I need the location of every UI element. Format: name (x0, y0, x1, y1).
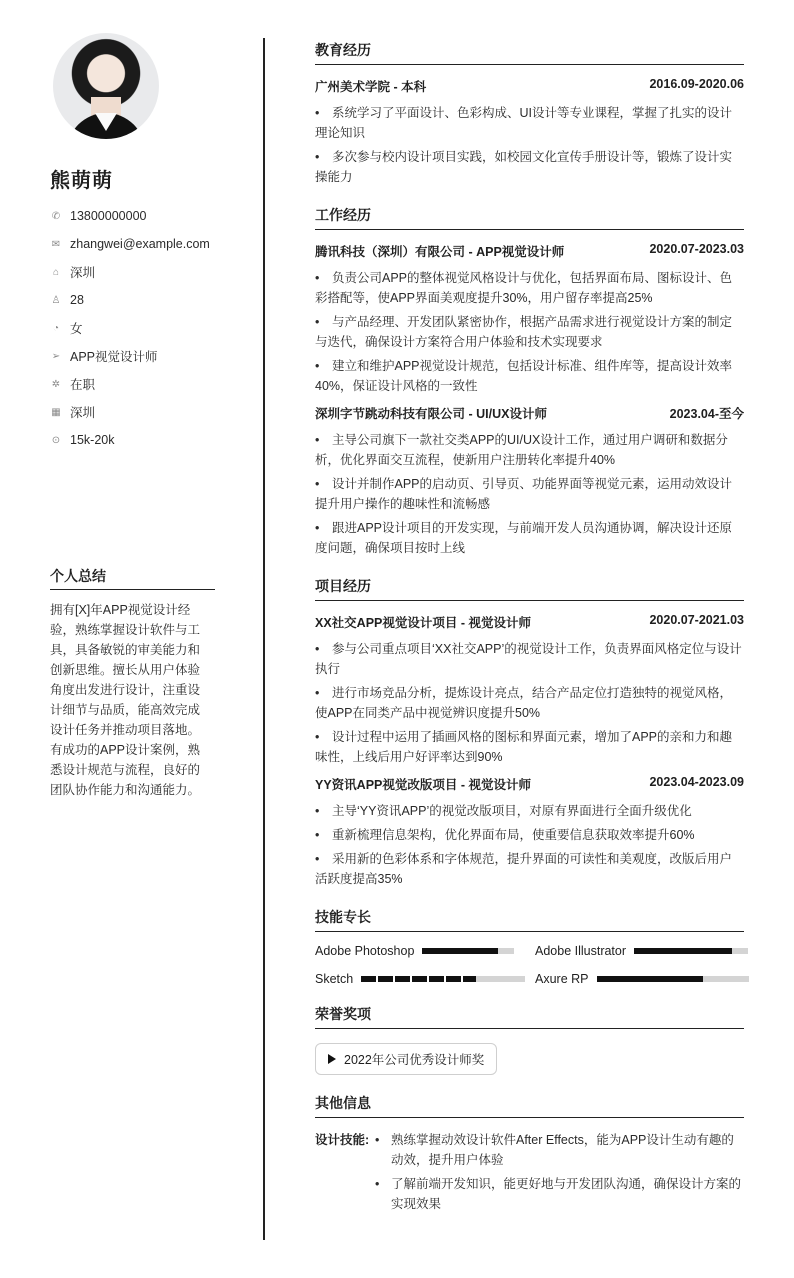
project-bullet: • 参与公司重点项目‘XX社交APP’的视觉设计工作，负责界面风格定位与设计执行 (315, 639, 744, 679)
info-text: 深圳 (70, 266, 96, 280)
project-name: XX社交APP视觉设计项目 - 视觉设计师 (315, 616, 531, 630)
job-bullet: • 与产品经理、开发团队紧密协作，根据产品需求进行视觉设计方案的制定与迭代，确保设计方案符合用户体验和技术实现要求 (315, 312, 744, 352)
project-head (315, 613, 744, 631)
job-company: 腾讯科技（深圳）有限公司 - APP视觉设计师 (315, 245, 565, 259)
project-bullets (315, 639, 744, 767)
project-date: 2023.04-2023.09 (649, 775, 744, 789)
project-bullets (315, 801, 744, 889)
info-row (50, 314, 230, 342)
education-bullet: • 多次参与校内设计项目实践，如校园文化宣传手册设计等，锻炼了设计实操能力 (315, 147, 744, 187)
job-date: 2020.07-2023.03 (649, 242, 744, 256)
education-bullet: • 系统学习了平面设计、色彩构成、UI设计等专业课程，掌握了扎实的设计理论知识 (315, 103, 744, 143)
job-bullet: • 负责公司APP的整体视觉风格设计与优化，包括界面布局、图标设计、色彩搭配等，使APP界面美观度提升30%，用户留存率提高25% (315, 268, 744, 308)
gender-icon: ◔ (52, 322, 60, 334)
job-bullet: • 跟进APP设计项目的开发实现，与前端开发人员沟通协调，解决设计还原度问题，确保项目按时上线 (315, 518, 744, 558)
skill-level-fill (634, 948, 732, 954)
avatar (53, 33, 159, 139)
summary-title: 个人总结 (50, 566, 215, 590)
info-text: 女 (70, 322, 83, 336)
info-row (50, 258, 230, 286)
award-name: 2022年公司优秀设计师奖 (344, 1053, 485, 1067)
skill-name: Axure RP (535, 972, 589, 986)
job-bullets (315, 430, 744, 558)
project-date: 2020.07-2021.03 (649, 613, 744, 627)
school-name: 广州美术学院 - 本科 (315, 80, 427, 94)
salary-icon: ⊙ (51, 434, 61, 446)
info-text: APP视觉设计师 (70, 350, 158, 364)
info-row (50, 370, 230, 398)
info-row (50, 342, 230, 370)
job-head (315, 404, 744, 422)
project-entry (315, 613, 744, 767)
skill-item (315, 944, 535, 958)
skill-item (535, 944, 755, 958)
project-title: 项目经历 (315, 576, 744, 601)
other-section (315, 1093, 744, 1218)
skill-name: Adobe Illustrator (535, 944, 627, 958)
skill-level-bar (361, 976, 525, 982)
project-name: YY资讯APP视觉改版项目 - 视觉设计师 (315, 778, 531, 792)
award-badge (315, 1043, 497, 1075)
info-text: zhangwei@example.com (70, 237, 210, 251)
info-row (50, 202, 230, 230)
job-bullet: • 建立和维护APP视觉设计规范，包括设计标准、组件库等，提高设计效率40%，保证设计风格的一致性 (315, 356, 744, 396)
skill-name: Sketch (315, 972, 354, 986)
education-title: 教育经历 (315, 40, 744, 65)
job-head (315, 242, 744, 260)
info-text: 28 (70, 293, 84, 307)
skill-level-bar (597, 976, 749, 982)
info-text: 深圳 (70, 406, 96, 420)
work-title: 工作经历 (315, 205, 744, 230)
info-row (50, 286, 230, 314)
skill-level-bar (422, 948, 514, 954)
send-icon: ➢ (51, 350, 61, 362)
job-date: 2023.04-至今 (669, 407, 744, 421)
awards-section (315, 1004, 744, 1075)
project-head (315, 775, 744, 793)
info-row (50, 426, 230, 454)
home-icon: ⌂ (52, 266, 60, 278)
other-bullet: • 了解前端开发知识，能更好地与开发团队沟通，确保设计方案的实现效果 (373, 1174, 744, 1214)
project-bullet: • 进行市场竞品分析，提炼设计亮点，结合产品定位打造独特的视觉风格，使APP在同类产品中视觉辨识度提升50% (315, 683, 744, 723)
status-icon: ✲ (51, 378, 61, 390)
building-icon: ▦ (51, 406, 61, 418)
project-bullet: • 设计过程中运用了插画风格的图标和界面元素，增加了APP的亲和力和趣味性，上线后用户好评率达到90% (315, 727, 744, 767)
info-text: 在职 (70, 378, 96, 392)
other-title: 其他信息 (315, 1093, 744, 1118)
skill-name: Adobe Photoshop (315, 944, 415, 958)
job-bullet: • 设计并制作APP的启动页、引导页、功能界面等视觉元素，运用动效设计提升用户操作的趣味性和流畅感 (315, 474, 744, 514)
job-entry (315, 242, 744, 396)
skill-item (535, 972, 755, 986)
education-entry-head (315, 77, 744, 95)
skills-section (315, 907, 744, 986)
info-text: 13800000000 (70, 209, 147, 223)
skill-level-bar (634, 948, 748, 954)
job-entry (315, 404, 744, 558)
summary-text: 拥有[X]年APP视觉设计经验，熟练掌握设计软件与工具，具备敏锐的审美能力和创新思维。擅长从用户体验角度出发进行设计，注重设计细节与品质，能高效完成设计任务并推动项目落地。有成功的APP设计案例，熟悉设计规范与流程，良好的团队协作能力和沟通能力。 (50, 603, 201, 797)
info-row (50, 230, 230, 258)
project-entry (315, 775, 744, 889)
awards-title: 荣誉奖项 (315, 1004, 744, 1029)
main-content (315, 40, 744, 1236)
other-key: 设计技能: (315, 1133, 370, 1147)
skill-item (315, 972, 535, 986)
info-text: 15k-20k (70, 433, 115, 447)
email-icon: ✉ (51, 238, 61, 250)
other-info (315, 1130, 744, 1218)
work-section (315, 205, 744, 558)
education-bullets (315, 103, 744, 187)
skill-level-fill (422, 948, 497, 954)
job-bullets (315, 268, 744, 396)
job-company: 深圳字节跳动科技有限公司 - UI/UX设计师 (315, 407, 547, 421)
skills-title: 技能专长 (315, 907, 744, 932)
other-bullet: • 熟练掌握动效设计软件After Effects，能为APP设计生动有趣的动效，提升用户体验 (373, 1130, 744, 1170)
info-row (50, 398, 230, 426)
skill-level-fill (361, 976, 476, 982)
project-bullet: • 主导‘YY资讯APP’的视觉改版项目，对原有界面进行全面升级优化 (315, 801, 744, 821)
education-date: 2016.09-2020.06 (649, 77, 744, 91)
project-bullet: • 采用新的色彩体系和字体规范，提升界面的可读性和美观度，改版后用户活跃度提高35% (315, 849, 744, 889)
job-bullet: • 主导公司旗下一款社交类APP的UI/UX设计工作，通过用户调研和数据分析，优化界面交互流程，使新用户注册转化率提升40% (315, 430, 744, 470)
project-bullet: • 重新梳理信息架构，优化界面布局，使重要信息获取效率提升60% (315, 825, 744, 845)
skill-level-fill (597, 976, 703, 982)
candidate-name: 熊萌萌 (50, 170, 113, 192)
education-section (315, 40, 744, 187)
project-section (315, 576, 744, 889)
play-icon (328, 1054, 336, 1064)
age-icon: ♙ (51, 294, 61, 306)
phone-icon: ✆ (51, 210, 61, 222)
column-divider (263, 38, 265, 1240)
contact-info (50, 202, 230, 454)
